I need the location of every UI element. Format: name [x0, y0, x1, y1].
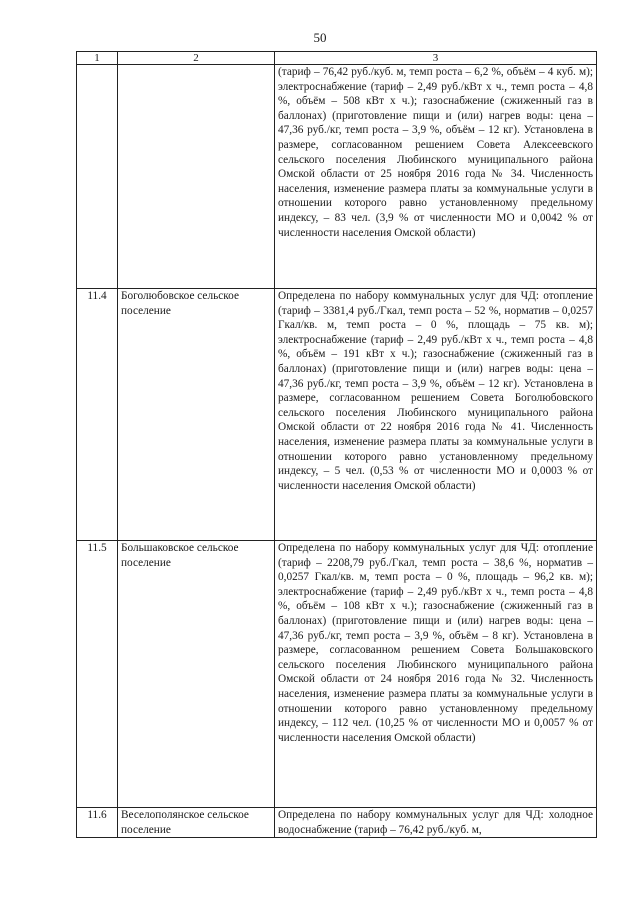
settlement-name: Боголюбовское сельское поселение — [118, 289, 275, 541]
table-row — [77, 541, 597, 808]
table-row — [77, 289, 597, 541]
page-number: 50 — [313, 30, 327, 45]
settlement-name: Веселополянское сельское поселение — [118, 808, 275, 838]
row-number — [77, 65, 118, 289]
table-row — [77, 808, 597, 838]
fee-description: Определена по набору коммунальных услуг для ЧД: холодное водоснабжение (тариф – 76,42 руб./куб. м, — [275, 808, 597, 838]
settlement-name — [118, 65, 275, 289]
tariff-table — [76, 51, 597, 838]
table-header-row — [77, 52, 597, 65]
settlement-name: Большаковское сельское поселение — [118, 541, 275, 808]
header-col-3: 3 — [275, 52, 597, 65]
header-col-1: 1 — [77, 52, 118, 65]
header-col-2: 2 — [118, 52, 275, 65]
fee-description: Определена по набору коммунальных услуг для ЧД: отопление (тариф – 2208,79 руб./Гкал, темп роста – 38,6 %, норматив – 0,0257 Гкал/кв. м, темп роста – 0 %, площадь – 96,2 кв. м); электроснабжение (тариф – 2,49 руб./кВт х ч., темп роста – 4,8 %, объём – 108 кВт х ч.); газоснабжение (сжиженный газ в баллонах) (приготовление пищи и (или) нагрев воды: цена – 47,36 руб./кг, темп роста – 3,9 %, объём – 8 кг). Установлена в размере, согласованном решением Совета Большаковского сельского поселения Любинского муниципального района Омской области от 24 ноября 2016 года № 32. Численность населения, изменение размера платы за коммунальные услуги в отношении которого равно установленному предельному индексу, – 112 чел. (10,25 % от численности МО и 0,0057 % от численности населения Омской области) — [275, 541, 597, 808]
row-number: 11.6 — [77, 808, 118, 838]
fee-description: (тариф – 76,42 руб./куб. м, темп роста – 6,2 %, объём – 4 куб. м); электроснабжение (тариф – 2,49 руб./кВт х ч., темп роста – 4,8 %, объём – 508 кВт х ч.); газоснабжение (сжиженный газ в баллонах) (приготовление пищи и (или) нагрев воды: цена – 47,36 руб./кг, темп роста – 3,9 %, объём – 12 кг). Установлена в размере, согласованном решением Совета Алексеевского сельского поселения Любинского муниципального района Омской области от 25 ноября 2016 года № 34. Численность населения, изменение размера платы за коммунальные услуги в отношении которого равно установленному предельному индексу, – 83 чел. (3,9 % от численности МО и 0,0042 % от численности населения Омской области) — [275, 65, 597, 289]
table-row — [77, 65, 597, 289]
row-number: 11.4 — [77, 289, 118, 541]
row-number: 11.5 — [77, 541, 118, 808]
fee-description: Определена по набору коммунальных услуг для ЧД: отопление (тариф – 3381,4 руб./Гкал, темп роста – 52 %, норматив – 0,0257 Гкал/кв. м, темп роста – 0 %, площадь – 75 кв. м); электроснабжение (тариф – 2,49 руб./кВт х ч., темп роста – 4,8 %, объём – 191 кВт х ч.); газоснабжение (сжиженный газ в баллонах) (приготовление пищи и (или) нагрев воды: цена – 47,36 руб./кг, темп роста – 3,9 %, объём – 12 кг). Установлена в размере, согласованном решением Совета Боголюбовского сельского поселения Любинского муниципального района Омской области от 22 ноября 2016 года № 41. Численность населения, изменение размера платы за коммунальные услуги в отношении которого равно установленному предельному индексу, – 5 чел. (0,53 % от численности МО и 0,0003 % от численности населения Омской области) — [275, 289, 597, 541]
